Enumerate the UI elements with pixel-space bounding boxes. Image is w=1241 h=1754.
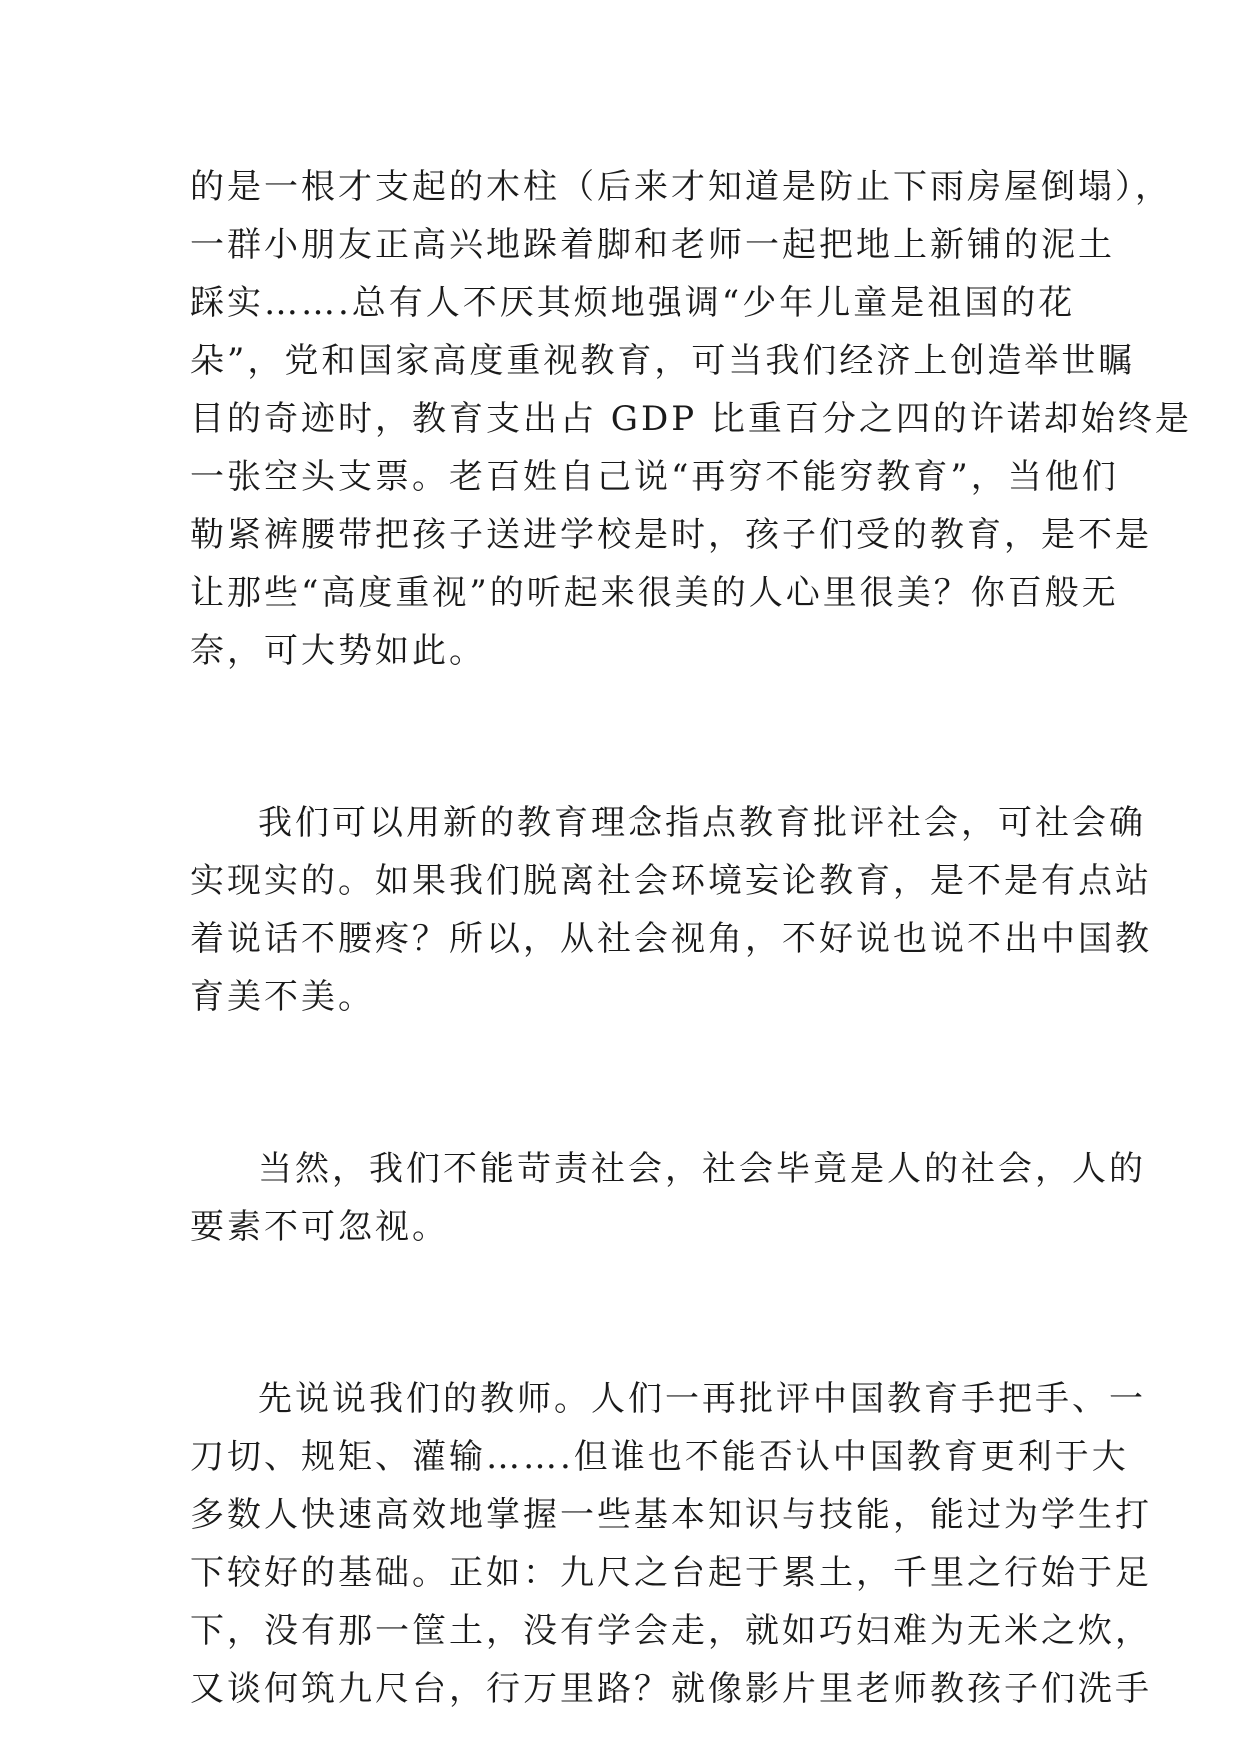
document-body [190,158,1192,1718]
text-line: 踩实…….总有人不厌其烦地强调“少年儿童是祖国的花 [190,283,1076,323]
text-line: 多数人快速高效地掌握一些基本知识与技能，能过为学生打 [190,1495,1152,1535]
text-line: 下较好的基础。正如：九尺之台起于累土，千里之行始于足 [190,1553,1152,1593]
text-line: 刀切、规矩、灌输…….但谁也不能否认中国教育更利于大 [190,1437,1129,1477]
text-line: 先说说我们的教师。人们一再批评中国教育手把手、一 [258,1379,1146,1419]
text-line: 一张空头支票。老百姓自己说“再穷不能穷教育”，当他们 [190,457,1119,497]
text-line: 的是一根才支起的木柱（后来才知道是防止下雨房屋倒塌）， [190,167,1172,207]
text-line: 当然，我们不能苛责社会，社会毕竟是人的社会，人的 [258,1149,1146,1189]
text-line: 朵”，党和国家高度重视教育，可当我们经济上创造举世瞩 [190,341,1136,381]
paragraph-2 [190,794,1152,1026]
paragraph-spacer [190,680,1060,794]
text-line: 育美不美。 [190,977,375,1017]
paragraph-1 [190,158,1192,680]
text-line: 奈，可大势如此。 [190,631,486,671]
paragraph-4 [190,1370,1152,1718]
text-line: 实现实的。如果我们脱离社会环境妄论教育，是不是有点站 [190,861,1152,901]
text-line: 着说话不腰疼？所以，从社会视角，不好说也说不出中国教 [190,919,1152,959]
text-line: 又谈何筑九尺台，行万里路？就像影片里老师教孩子们洗手 [190,1669,1152,1709]
paragraph-3 [190,1140,1146,1256]
text-line: 我们可以用新的教育理念指点教育批评社会，可社会确 [258,803,1146,843]
text-line: 让那些“高度重视”的听起来很美的人心里很美？你百般无 [190,573,1119,613]
paragraph-spacer [190,1026,1060,1140]
paragraph-spacer [190,1256,1060,1370]
text-line: 一群小朋友正高兴地跺着脚和老师一起把地上新铺的泥土 [190,225,1115,265]
text-line: 要素不可忽视。 [190,1207,449,1247]
text-line: 下，没有那一筐土，没有学会走，就如巧妇难为无米之炊， [190,1611,1152,1651]
text-line: 勒紧裤腰带把孩子送进学校是时，孩子们受的教育，是不是 [190,515,1152,555]
text-line: 目的奇迹时，教育支出占 GDP 比重百分之四的许诺却始终是 [190,399,1192,439]
